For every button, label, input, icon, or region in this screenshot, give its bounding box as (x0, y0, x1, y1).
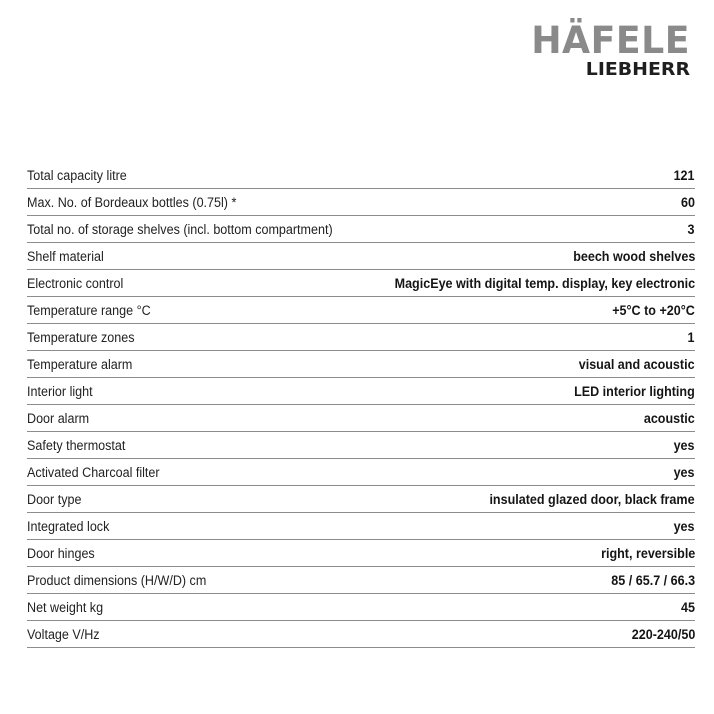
spec-value: acoustic (644, 410, 695, 426)
spec-value: yes (674, 518, 695, 534)
spec-value: 121 (674, 167, 695, 183)
spec-value: MagicEye with digital temp. display, key electronic (394, 275, 695, 291)
spec-value: 3 (688, 221, 695, 237)
spec-label: Integrated lock (27, 518, 110, 534)
spec-label: Total no. of storage shelves (incl. bottom compartment) (27, 221, 333, 237)
spec-value: 60 (681, 194, 695, 210)
spec-label: Voltage V/Hz (27, 626, 100, 642)
spec-label: Door alarm (27, 410, 90, 426)
spec-label: Door type (27, 491, 82, 507)
spec-label: Temperature alarm (27, 356, 133, 372)
spec-label: Product dimensions (H/W/D) cm (27, 572, 207, 588)
spec-label: Shelf material (27, 248, 104, 264)
hafele-logo-text: HÄFELE (531, 19, 690, 62)
spec-label: Electronic control (27, 275, 124, 291)
spec-row-door-hinges (27, 540, 695, 567)
spec-label: Safety thermostat (27, 437, 126, 453)
spec-label: Net weight kg (27, 599, 104, 615)
spec-value: yes (674, 437, 695, 453)
spec-label: Temperature zones (27, 329, 135, 345)
spec-row-total-capacity (27, 162, 695, 189)
spec-label: Interior light (27, 383, 93, 399)
spec-row-interior-light (27, 378, 695, 405)
spec-label: Door hinges (27, 545, 95, 561)
spec-value: +5°C to +20°C (612, 302, 695, 318)
liebherr-logo-text: LIEBHERR (585, 59, 690, 80)
spec-row-integrated-lock (27, 513, 695, 540)
spec-value: insulated glazed door, black frame (489, 491, 695, 507)
spec-row-net-weight (27, 594, 695, 621)
spec-row-temperature-zones (27, 324, 695, 351)
spec-value: right, reversible (600, 545, 695, 561)
spec-label: Temperature range °C (27, 302, 151, 318)
spec-row-product-dimensions (27, 567, 695, 594)
spec-row-storage-shelves (27, 216, 695, 243)
brand-logo (498, 19, 690, 80)
spec-row-temperature-range (27, 297, 695, 324)
spec-value: 1 (688, 329, 695, 345)
spec-row-temperature-alarm (27, 351, 695, 378)
spec-row-voltage (27, 621, 695, 648)
spec-value: 45 (681, 599, 695, 615)
spec-row-charcoal-filter (27, 459, 695, 486)
spec-row-shelf-material (27, 243, 695, 270)
spec-label: Total capacity litre (27, 167, 127, 183)
spec-label: Activated Charcoal filter (27, 464, 160, 480)
spec-row-safety-thermostat (27, 432, 695, 459)
spec-value: visual and acoustic (579, 356, 695, 372)
spec-value: LED interior lighting (574, 383, 695, 399)
spec-label: Max. No. of Bordeaux bottles (0.75l) * (27, 194, 237, 210)
spec-row-bordeaux-bottles (27, 189, 695, 216)
spec-value: 85 / 65.7 / 66.3 (611, 572, 695, 588)
spec-table (27, 162, 695, 648)
spec-value: 220-240/50 (631, 626, 695, 642)
spec-row-door-type (27, 486, 695, 513)
spec-row-electronic-control (27, 270, 695, 297)
spec-row-door-alarm (27, 405, 695, 432)
spec-value: yes (674, 464, 695, 480)
spec-value: beech wood shelves (572, 248, 695, 264)
